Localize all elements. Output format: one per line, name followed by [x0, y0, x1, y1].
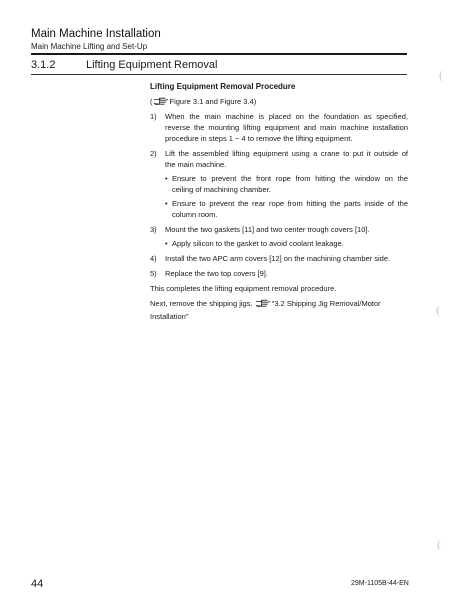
step-line: the main machine. [165, 160, 227, 169]
reference-open-paren: ( [150, 97, 153, 106]
step-text [165, 148, 408, 170]
step-line: Replace the two top covers [9]. [165, 269, 268, 278]
subchapter-title: Main Machine Lifting and Set-Up [31, 42, 148, 51]
next-step-prefix: Next, remove the shipping jigs. [150, 299, 253, 308]
section-number: 3.1.2 [31, 59, 56, 71]
bullet-line: Ensure to prevent the front rope from hitting the window on the [172, 174, 408, 183]
bullet-text [172, 198, 408, 220]
bullet-line: Apply silicon to the gasket to avoid coolant leakage. [172, 239, 344, 248]
step-line: procedure in steps 1 ~ 4 to remove the lifting equipment. [165, 134, 353, 143]
scan-mark: ( [436, 303, 440, 317]
step-number: 5) [150, 269, 157, 278]
step-number: 1) [150, 112, 157, 121]
bullet-dot: • [165, 239, 168, 248]
bullet-line: Ensure to prevent the rear rope from hitting the parts inside of the [172, 199, 408, 208]
step-4 [150, 253, 408, 264]
step-5 [150, 268, 408, 279]
next-step-line [150, 298, 408, 311]
bullet-line: column room. [172, 210, 218, 219]
step-line: Mount the two gaskets [11] and two center trough covers [10]. [165, 225, 370, 234]
completion-text: This completes the lifting equipment removal procedure. [150, 284, 337, 293]
scan-mark: ( [439, 68, 443, 82]
header-rule [31, 53, 407, 55]
reference-text: Figure 3.1 and Figure 3.4) [169, 97, 257, 106]
pointing-hand-icon [153, 97, 169, 108]
step-1 [150, 111, 408, 144]
step-number: 3) [150, 225, 157, 234]
step-3 [150, 224, 408, 235]
step-text [165, 253, 408, 264]
document-code: 29M-1105B-44-EN [351, 580, 409, 587]
bullet-text [172, 238, 408, 249]
section-title: Lifting Equipment Removal [86, 59, 218, 71]
scan-mark: ( [437, 537, 441, 551]
cross-reference[interactable]: "3.2 Shipping Jig Removal/Motor [271, 299, 381, 308]
cross-reference-line2[interactable]: Installation" [150, 312, 189, 321]
step-line: Install the two APC arm covers [12] on the machining chamber side. [165, 254, 391, 263]
bullet-line: ceiling of machining chamber. [172, 185, 271, 194]
figure-reference [150, 97, 256, 108]
chapter-title: Main Machine Installation [31, 28, 161, 40]
step-text [165, 268, 408, 279]
section-rule [31, 74, 407, 75]
pointing-hand-icon [255, 299, 271, 311]
step-number: 4) [150, 254, 157, 263]
next-step-text [150, 298, 408, 322]
page-number: 44 [31, 578, 44, 590]
step-line: When the main machine is placed on the foundation as specified, [165, 112, 408, 121]
bullet-dot: • [165, 199, 168, 208]
bullet-dot: • [165, 174, 168, 183]
procedure-title: Lifting Equipment Removal Procedure [150, 82, 296, 91]
step-line: reverse the mounting lifting equipment and main machine installation [165, 123, 408, 132]
step-text [165, 111, 408, 144]
bullet-text [172, 173, 408, 195]
step-line: Lift the assembled lifting equipment using a crane to put it outside of [165, 149, 408, 158]
step-number: 2) [150, 149, 157, 158]
step-2 [150, 148, 408, 170]
step-text [165, 224, 408, 235]
